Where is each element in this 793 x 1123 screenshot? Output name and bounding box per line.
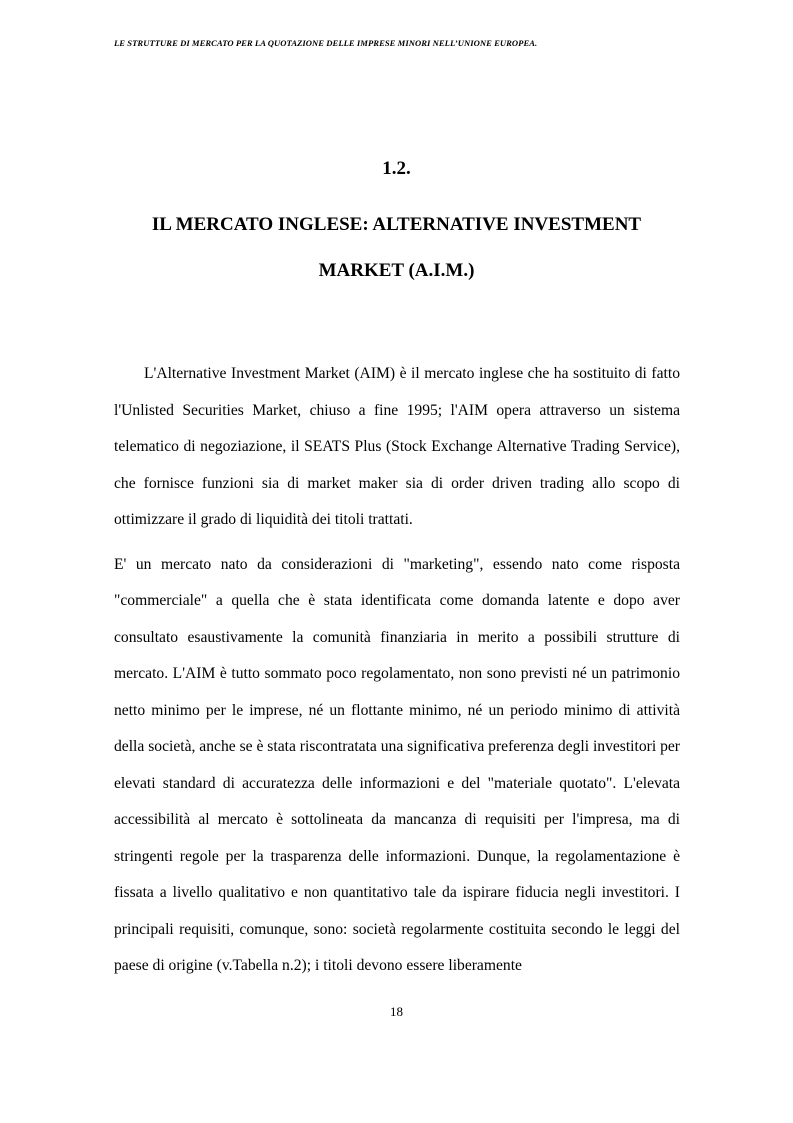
body-text: [114, 356, 680, 985]
running-header: LE STRUTTURE DI MERCATO PER LA QUOTAZIONE DELLE IMPRESE MINORI NELL’UNIONE EUROPEA.: [114, 38, 538, 48]
section-number: 1.2.: [382, 158, 411, 179]
paragraph-1: L'Alternative Investment Market (AIM) è il mercato inglese che ha sostituito di fatto l'Unlisted Securities Market, chiuso a fine 1995; l'AIM opera attraverso un sistema telematico di negoziazione, il SEATS Plus (Stock Exchange Alternative Trading Service), che fornisce funzioni sia di market maker sia di order driven trading allo scopo di ottimizzare il grado di liquidità dei titoli trattati.: [114, 365, 680, 528]
paragraph-2: E' un mercato nato da considerazioni di "marketing", essendo nato come risposta "commerciale" a quella che è stata identificata come domanda latente e dopo aver consultato esaustivamente la comunità finanziaria in merito a possibili strutture di mercato. L'AIM è tutto sommato poco regolamentato, non sono previsti né un patrimonio netto minimo per le imprese, né un flottante minimo, né un periodo minimo di attività della società, anche se è stata riscontratata una significativa preferenza degli investitori per elevati standard di accuratezza delle informazioni e del "materiale quotato". L'elevata accessibilità al mercato è sottolineata da mancanza di requisiti per l'impresa, ma di stringenti regole per la trasparenza delle informazioni. Dunque, la regolamentazione è fissata a livello qualitativo e non quantitativo tale da ispirare fiducia negli investitori. I principali requisiti, comunque, sono: società regolarmente costituita secondo le leggi del paese di origine (v.Tabella n.2); i titoli devono essere liberamente: [114, 555, 680, 974]
page-number: 18: [390, 1004, 403, 1019]
section-title-line-1: IL MERCATO INGLESE: ALTERNATIVE INVESTMENT: [151, 214, 642, 235]
section-title-line-2: MARKET (A.I.M.): [318, 260, 475, 281]
